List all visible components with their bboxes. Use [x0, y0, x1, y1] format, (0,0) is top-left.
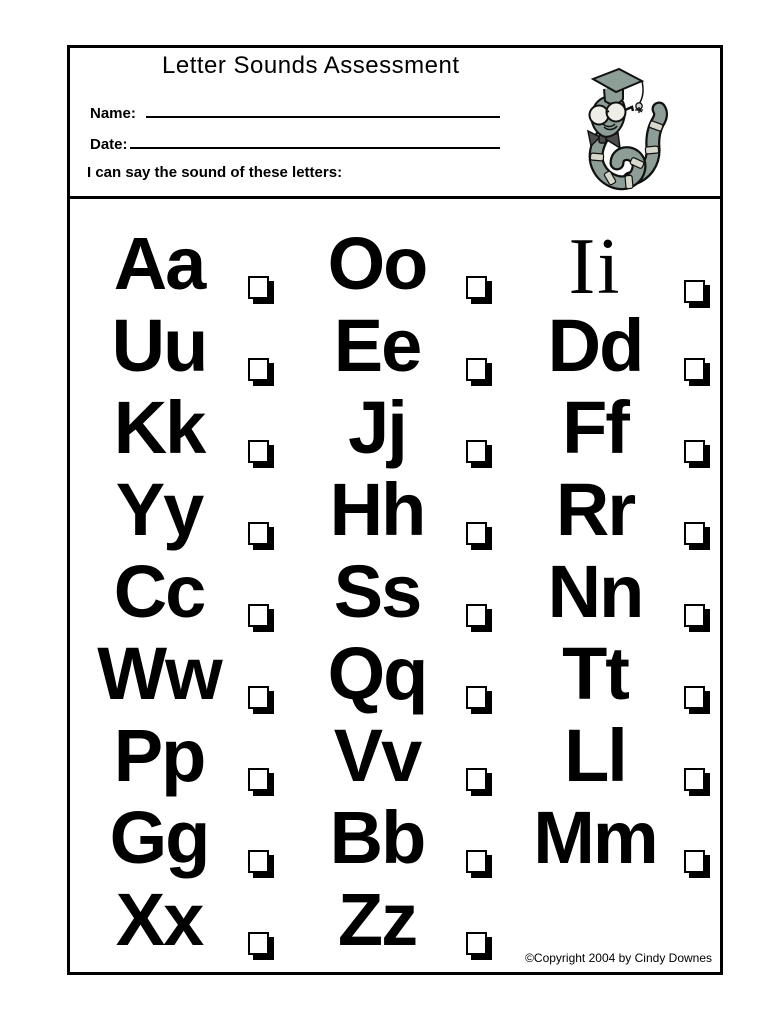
letter-cell — [520, 550, 730, 637]
letter-cell — [520, 386, 730, 473]
checkbox[interactable] — [466, 932, 487, 955]
checkbox[interactable] — [248, 276, 269, 299]
letter-pair: Mm — [533, 796, 657, 879]
checkbox[interactable] — [466, 522, 487, 545]
letter-pair: Zz — [337, 878, 417, 961]
checkbox[interactable] — [248, 686, 269, 709]
date-field — [90, 133, 500, 153]
checkbox[interactable] — [466, 358, 487, 381]
letter-pair: Cc — [113, 550, 205, 633]
letter-pair: Oo — [327, 222, 427, 305]
date-blank-line — [130, 133, 500, 149]
copyright-text: ©Copyright 2004 by Cindy Downes — [525, 951, 712, 965]
checkbox[interactable] — [248, 522, 269, 545]
bookworm-clipart — [566, 58, 672, 196]
letter-pair: Ww — [97, 632, 221, 715]
letter-pair: Vv — [333, 714, 421, 797]
letter-pair: Rr — [555, 468, 635, 551]
checkbox[interactable] — [684, 440, 705, 463]
letter-cell — [302, 222, 520, 309]
checkbox[interactable] — [684, 280, 705, 303]
letter-pair: Ll — [564, 714, 626, 797]
letter-cell — [302, 878, 520, 965]
checkbox[interactable] — [466, 850, 487, 873]
checkbox[interactable] — [684, 850, 705, 873]
letters-grid — [70, 199, 720, 972]
name-label: Name: — [90, 105, 136, 122]
letter-pair: Xx — [115, 878, 203, 961]
checkbox[interactable] — [248, 358, 269, 381]
letter-pair: Yy — [115, 468, 203, 551]
checkbox[interactable] — [466, 768, 487, 791]
checkbox[interactable] — [466, 276, 487, 299]
letter-pair: Qq — [327, 632, 427, 715]
checkbox[interactable] — [466, 604, 487, 627]
letter-pair: Ss — [333, 550, 421, 633]
checkbox[interactable] — [466, 686, 487, 709]
checkbox[interactable] — [684, 686, 705, 709]
letter-pair: Kk — [113, 386, 205, 469]
letter-cell — [84, 632, 302, 719]
letter-pair: Ii — [568, 223, 622, 311]
letter-pair: Gg — [109, 796, 209, 879]
letter-pair: Pp — [113, 714, 205, 797]
letter-cell — [84, 550, 302, 637]
letter-cell — [302, 796, 520, 883]
checkbox[interactable] — [466, 440, 487, 463]
letter-cell — [84, 304, 302, 391]
letter-pair: Ff — [562, 386, 628, 469]
letter-pair: Jj — [348, 386, 406, 469]
tassel-cord — [639, 81, 643, 104]
letter-cell — [520, 632, 730, 719]
letter-cell — [302, 386, 520, 473]
letter-cell — [84, 222, 302, 309]
letter-cell — [84, 878, 302, 965]
checkbox[interactable] — [248, 932, 269, 955]
letter-pair: Hh — [329, 468, 425, 551]
letter-cell — [520, 223, 730, 311]
page-title: Letter Sounds Assessment — [162, 52, 460, 79]
letter-cell — [520, 714, 730, 801]
checkbox[interactable] — [684, 522, 705, 545]
letter-cell — [520, 304, 730, 391]
worksheet-header — [70, 48, 720, 199]
date-label: Date: — [90, 136, 128, 153]
letter-cell — [84, 714, 302, 801]
checkbox[interactable] — [684, 604, 705, 627]
checkbox[interactable] — [684, 768, 705, 791]
letter-cell — [302, 714, 520, 801]
letter-pair: Uu — [111, 304, 207, 387]
letter-cell — [84, 386, 302, 473]
letter-pair: Dd — [547, 304, 643, 387]
tassel — [635, 103, 643, 113]
letter-pair: Tt — [562, 632, 628, 715]
letter-pair: Ee — [333, 304, 421, 387]
checkbox[interactable] — [248, 440, 269, 463]
letter-cell — [520, 796, 730, 883]
letter-cell — [302, 550, 520, 637]
letter-pair: Aa — [113, 222, 205, 305]
checkbox[interactable] — [248, 604, 269, 627]
letter-cell — [84, 796, 302, 883]
letter-cell — [520, 468, 730, 555]
checkbox[interactable] — [248, 768, 269, 791]
instruction-text: I can say the sound of these letters: — [87, 164, 343, 181]
letter-pair: Bb — [329, 796, 425, 879]
checkbox[interactable] — [248, 850, 269, 873]
letter-cell — [302, 304, 520, 391]
letter-cell — [302, 632, 520, 719]
letter-cell — [84, 468, 302, 555]
name-field — [90, 102, 500, 122]
checkbox[interactable] — [684, 358, 705, 381]
letter-pair: Nn — [547, 550, 643, 633]
worksheet-border-box — [67, 45, 723, 975]
glasses — [590, 103, 634, 125]
letter-cell — [302, 468, 520, 555]
name-blank-line — [146, 102, 500, 118]
